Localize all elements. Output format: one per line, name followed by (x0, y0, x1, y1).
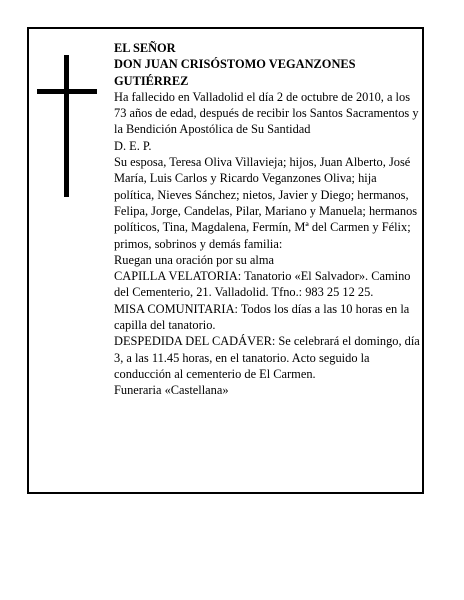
mass-info: MISA COMUNITARIA: Todos los días a las 10 horas en la capilla del tanatorio. (114, 301, 410, 333)
dep-text: D. E. P. (114, 138, 152, 153)
deceased-name: DON JUAN CRISÓSTOMO VEGANZONES GUTIÉRREZ (114, 57, 356, 88)
family-list: Su esposa, Teresa Oliva Villavieja; hijos, Juan Alberto, José María, Luis Carlos y Ricardo Veganzones Oliva; hija política, Nieves Sánchez; nietos, Javier y Diego; hermanos, Felipa, Jorge, Candelas, Pilar, Mariano y Manuela; hermanos políticos, Tina, Magdalena, Fermín, Mª del Carmen y Félix; primos, sobrinos y demás familia: (114, 155, 418, 251)
funeral-home: Funeraria «Castellana» (114, 383, 229, 398)
cross-icon-vertical (64, 55, 69, 197)
notice-title: EL SEÑOR (114, 41, 176, 55)
farewell-info: DESPEDIDA DEL CADÁVER: Se celebrará el domingo, día 3, a las 11.45 horas, en el tanatorio. Acto seguido la conducción al cementerio de El Carmen. (114, 334, 420, 381)
prayer-request: Ruegan una oración por su alma (114, 252, 274, 267)
death-notice: Ha fallecido en Valladolid el día 2 de octubre de 2010, a los 73 años de edad, después de recibir los Santos Sacramentos y la Bendición Apostólica de Su Santidad (114, 89, 419, 137)
obituary-text (114, 40, 420, 399)
chapel-info: CAPILLA VELATORIA: Tanatorio «El Salvador». Camino del Cementerio, 21. Valladolid. Tfno.: 983 25 12 25. (114, 269, 411, 300)
cross-icon-horizontal (37, 89, 97, 94)
